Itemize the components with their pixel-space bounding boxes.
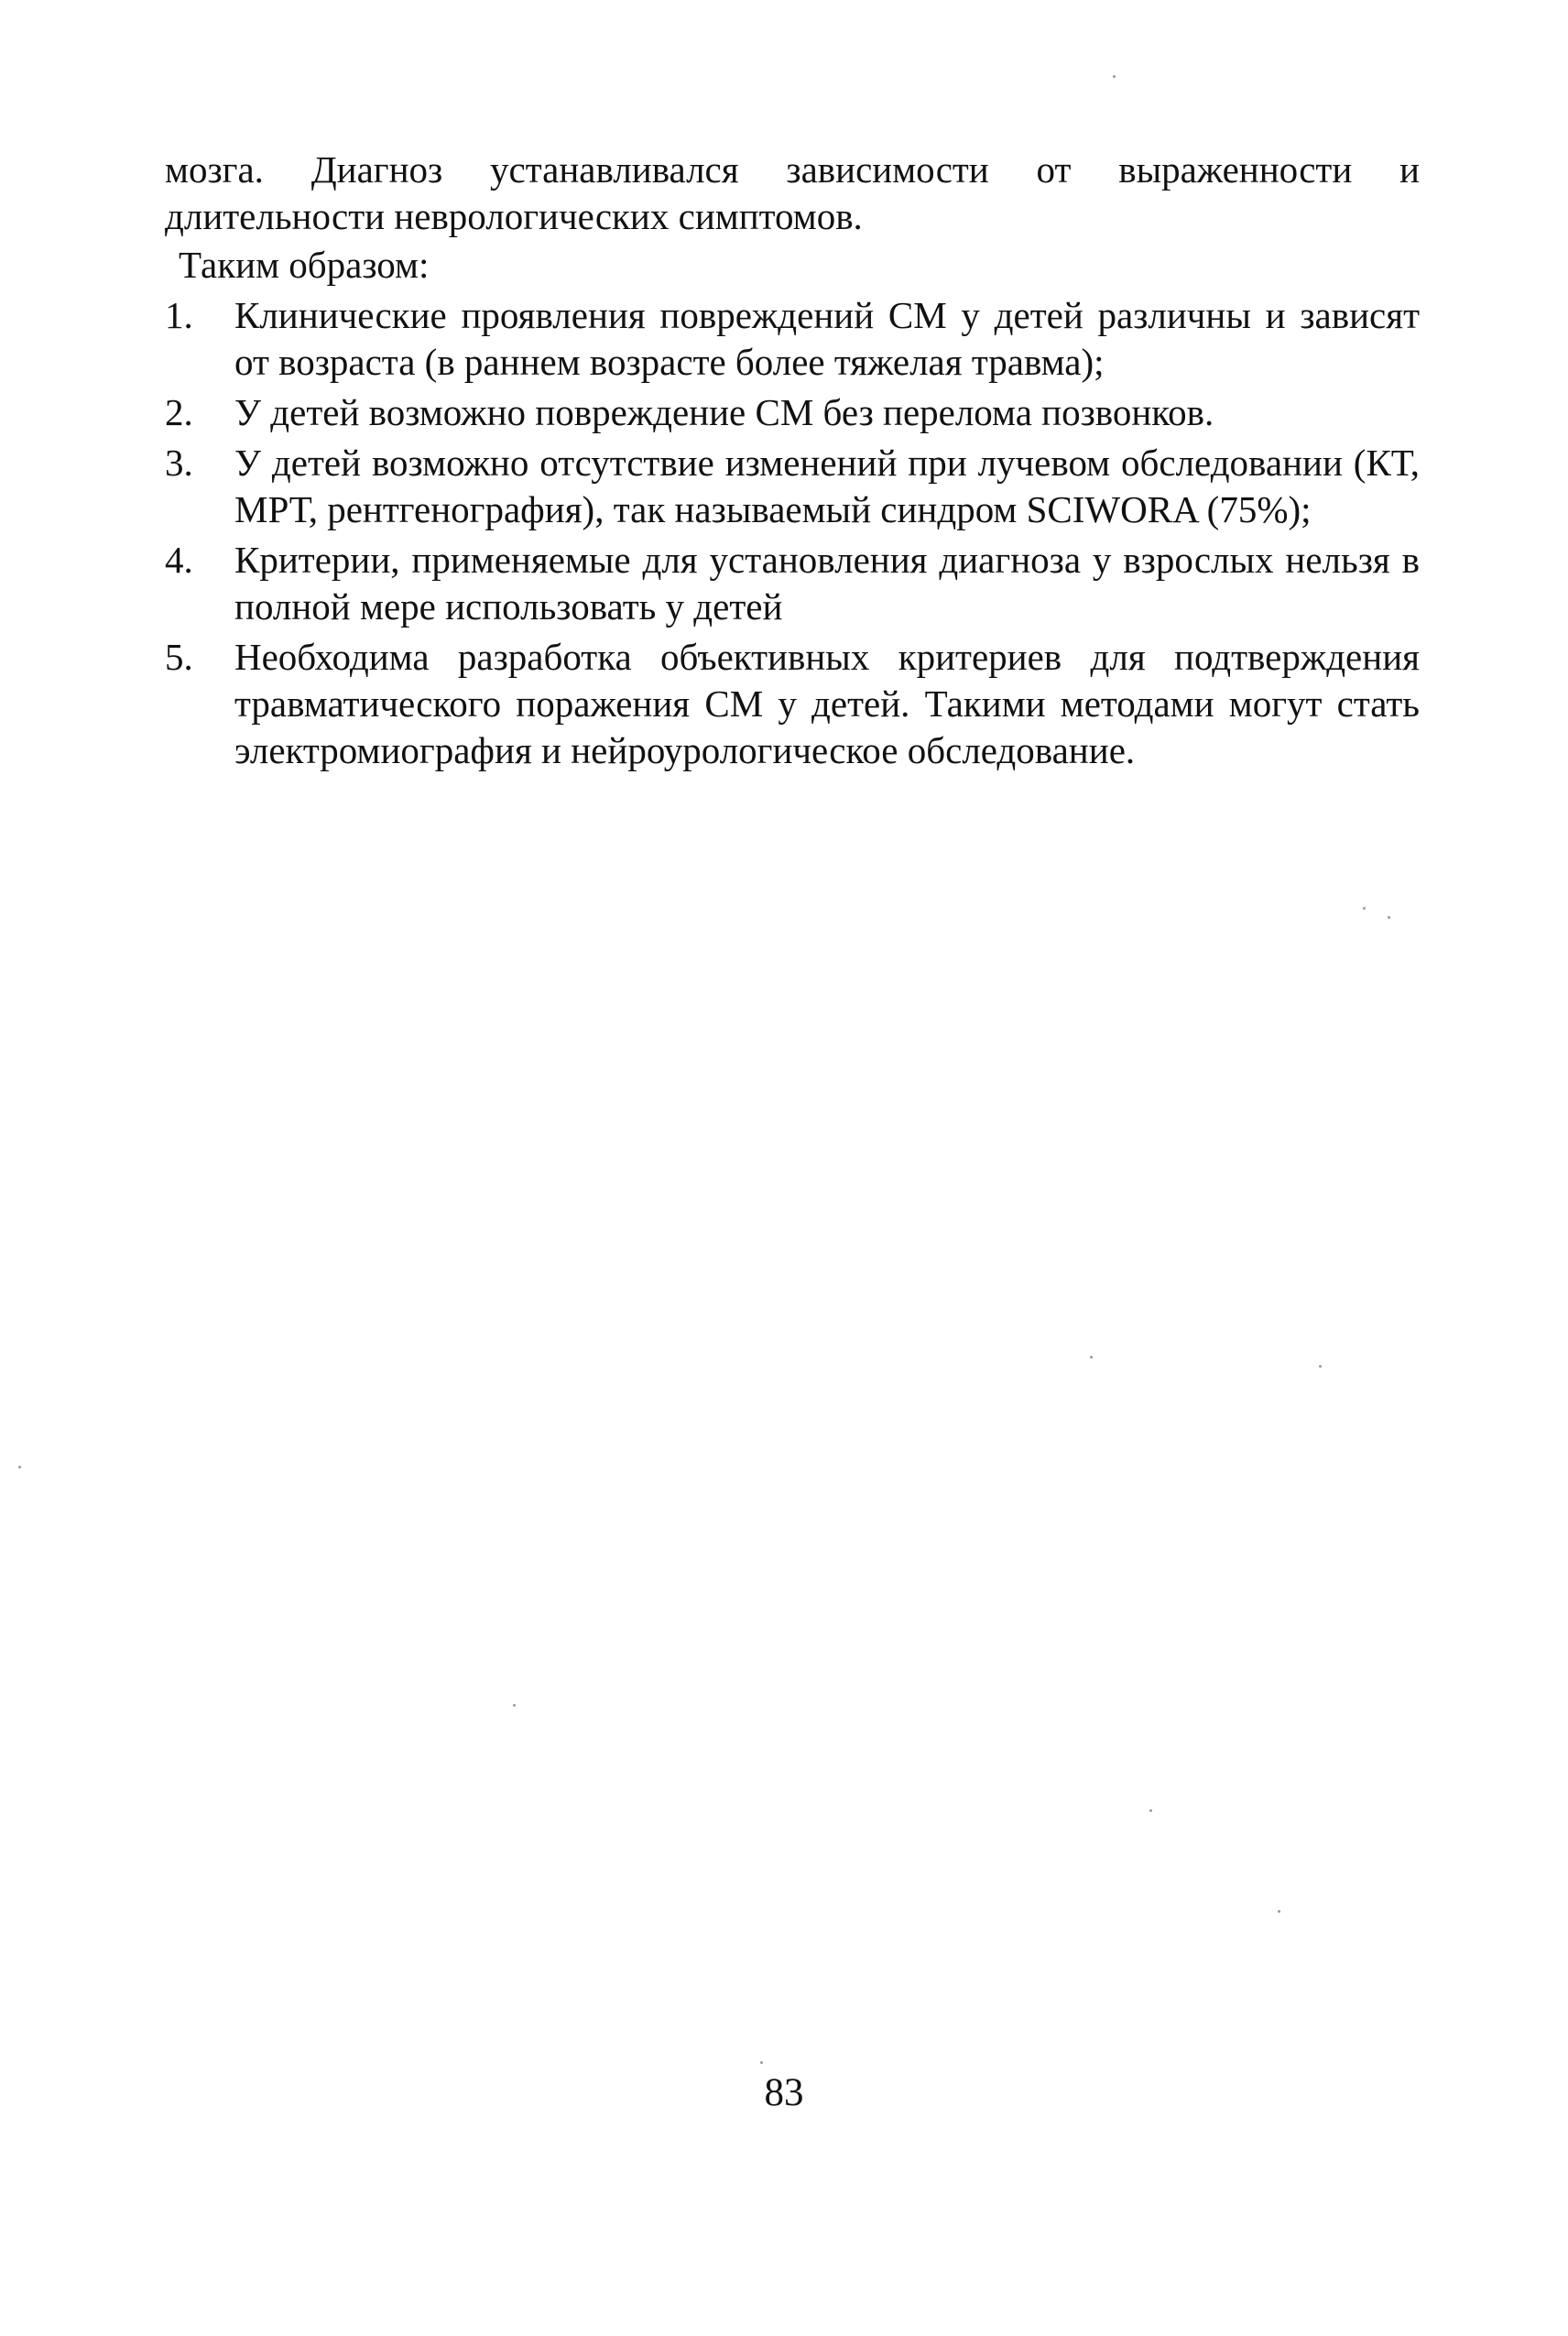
scan-speck (1319, 1365, 1322, 1368)
page-number: 83 (764, 2071, 804, 2114)
list-item-number: 3. (165, 442, 193, 484)
list-item (165, 440, 1420, 533)
body-text (165, 147, 1420, 778)
list-item-text: Клинические проявления повреждений СМ у детей различны и зависят от возраста (в раннем возрасте более тяжелая травма); (234, 294, 1420, 383)
list-item-text: Критерии, применяемые для установления диагноза у взрослых нельзя в полной мере использовать у детей (234, 539, 1420, 628)
list-item (165, 389, 1420, 436)
list-item (165, 292, 1420, 386)
list-item-text: Необходима разработка объективных критериев для подтверждения травматического поражения СМ у детей. Такими методами могут стать электромиография и нейроурологическое обследование. (234, 636, 1420, 771)
scan-speck (1388, 916, 1390, 919)
conclusions-list (165, 292, 1420, 774)
scan-speck (1149, 1809, 1152, 1812)
scan-speck (1090, 1356, 1093, 1359)
lead-paragraph: мозга. Диагноз устанавливался зависимости от выраженности и длительности неврологических симптомов. (165, 148, 1420, 237)
scan-speck (1278, 1910, 1280, 1913)
scan-speck (1113, 75, 1116, 78)
list-item-number: 4. (165, 539, 193, 581)
scan-speck (513, 1704, 516, 1707)
list-item (165, 537, 1420, 630)
list-item-number: 5. (165, 636, 193, 678)
scan-speck (1363, 907, 1366, 910)
list-item-number: 1. (165, 294, 193, 336)
list-item-text: У детей возможно отсутствие изменений при лучевом обследовании (КТ, МРТ, рентгенография), так называемый синдром SCIWORA (75%); (234, 442, 1420, 530)
scan-speck (760, 2061, 763, 2064)
list-item-text: У детей возможно повреждение СМ без перелома позвонков. (234, 391, 1214, 433)
scan-speck (18, 1466, 21, 1468)
list-item-number: 2. (165, 391, 193, 433)
intro-line: Таким образом: (179, 244, 430, 286)
list-item (165, 634, 1420, 774)
